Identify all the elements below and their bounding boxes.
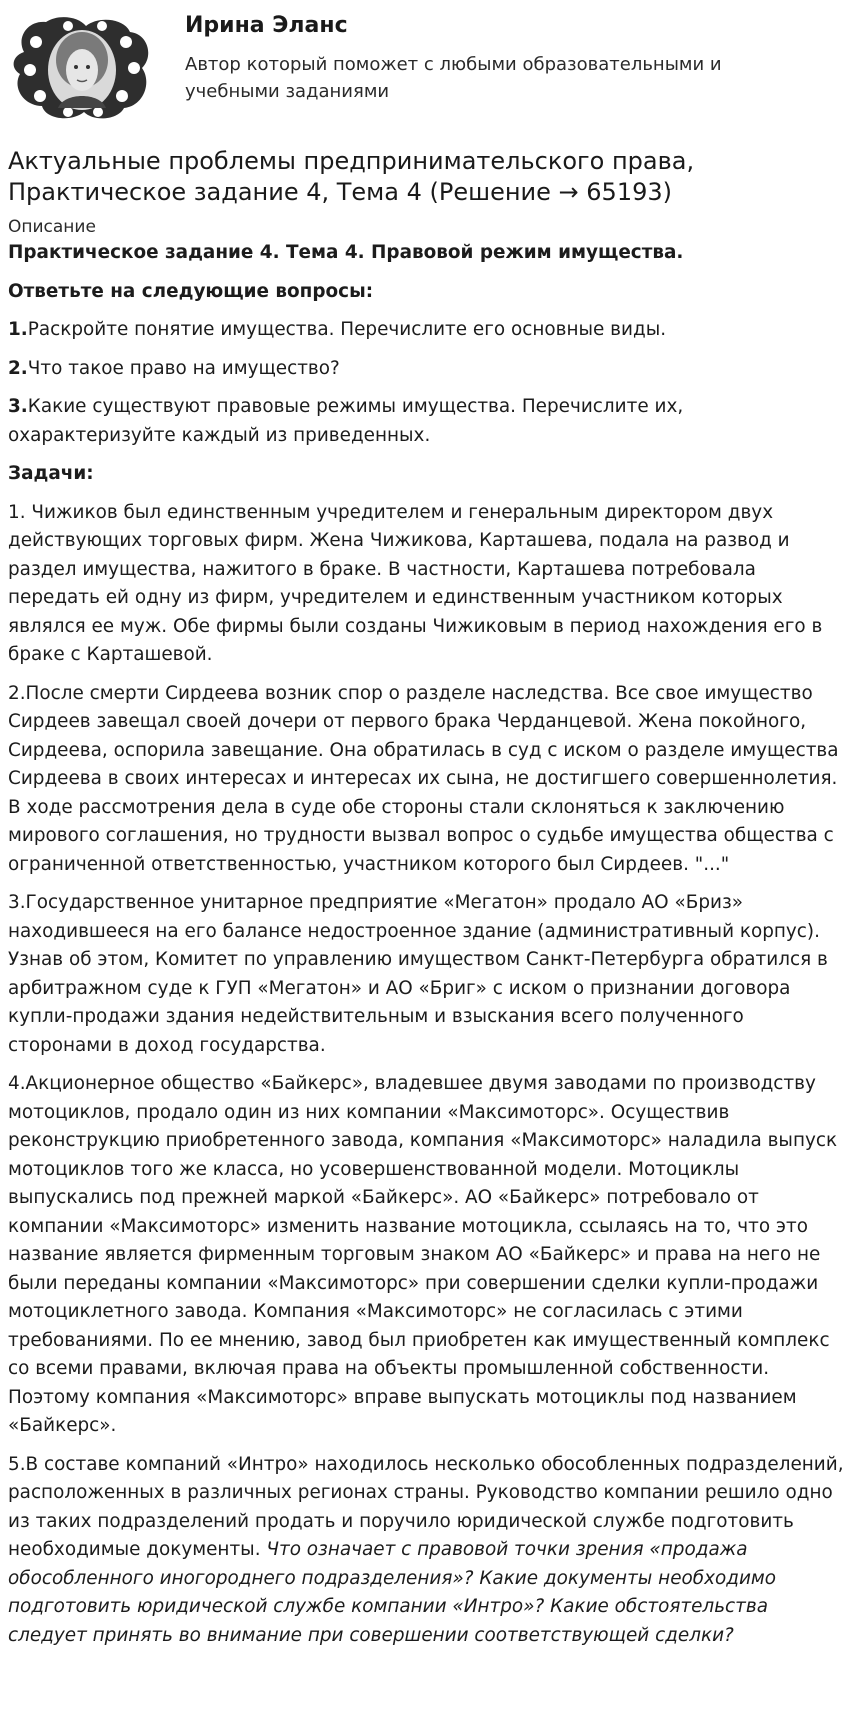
question-number: 1. [8,319,28,340]
task-content [8,146,844,1660]
page-title: Актуальные проблемы предпринимательского права, Практическое задание 4, Тема 4 (Решение → 65193) [8,147,695,206]
problem-item: 1. Чижиков был единственным учредителем и генеральным директором двух действующих торговых фирм. Жена Чижикова, Карташева, подала на развод и раздел имущества, нажитого в браке. В частности, Карташева потребовала передать ей одну из фирм, учредителем и единственным участником которых являлся ее муж. Обе фирмы были созданы Чижиковым в период нахождения его в браке с Карташевой. [8,501,823,665]
problem-item: 3.Государственное унитарное предприятие «Мегатон» продало АО «Бриз» находившееся на его балансе недостроенное здание (административный корпус). Узнав об этом, Комитет по управлению имуществом Санкт-Петербурга обратился в арбитражном суде к ГУП «Мегатон» и АО «Бриг» с иском о признании договора купли-продажи здания недействительным и взыскания всего полученного сторонами в доход государства. [8,892,828,1056]
problem-question-italic: Что означает с правовой точки зрения «продажа обособленного иногороднего подразделения»? Какие документы необходимо подготовить юридической службе компании «Интро»? Какие обстоятельства следует принять во внимание при совершении соответствующей сделки? [8,1539,777,1646]
question-item [8,355,844,384]
author-card [0,0,847,130]
problem-item [8,1451,844,1651]
question-text: Что такое право на имущество? [27,357,340,379]
author-avatar[interactable] [6,12,156,124]
question-item [8,393,844,450]
problem-text: 5.В составе компаний «Интро» находилось несколько обособленных подразделений, расположенных в различных регионах страны. Руководство компании решило одно из таких подразделений продать и поручило юридической службе подготовить необходимые документы. [8,1453,844,1560]
question-text: Какие существуют правовые режимы имущества. Перечислите их, охарактеризуйте каждый из приведенных. [8,396,684,446]
description-label: Описание [8,217,96,237]
question-text: Раскройте понятие имущества. Перечислите его основные виды. [27,319,667,340]
question-item [8,316,844,345]
problem-item: 4.Акционерное общество «Байкерс», владевшее двумя заводами по производству мотоциклов, продало один из них компании «Максимоторс». Осуществив реконструкцию приобретенного завода, компания «Максимоторс» наладила выпуск мотоциклов того же класса, но усовершенствованной модели. Мотоциклы выпускались под прежней маркой «Байкерс». АО «Байкерс» потребовало от компании «Максимоторс» изменить название мотоцикла, ссылаясь на то, что это название является фирменным торговым знаком АО «Байкерс» и права на него не были переданы компании «Максимоторс» при совершении сделки купли-продажи мотоциклетного завода. Компания «Максимоторс» не согласилась с этими требованиями. По ее мнению, завод был приобретен как имущественный комплекс со всеми правами, включая права на объекты промышленной собственности. Поэтому компания «Максимоторс» вправе выпускать мотоциклы под названием «Байкерс». [8,1073,838,1436]
task-heading: Практическое задание 4. Тема 4. Правовой режим имущества. [8,242,684,263]
author-name[interactable]: Ирина Эланс [185,13,348,38]
questions-heading: Ответьте на следующие вопросы: [8,280,374,302]
author-description: Автор который поможет с любыми образовательными и учебными заданиями [185,54,722,102]
question-number: 3. [8,396,28,417]
question-number: 2. [8,357,28,379]
problem-item: 2.После смерти Сирдеева возник спор о разделе наследства. Все свое имущество Сирдеев завещал своей дочери от первого брака Черданцевой. Жена покойного, Сирдеева, оспорила завещание. Она обратилась в суд с иском о разделе имущества Сирдеева в своих интересах и интересах их сына, не достигшего совершеннолетия. В ходе рассмотрения дела в суде обе стороны стали склоняться к заключению мирового соглашения, но трудности вызвал вопрос о судьбе имущества общества с ограниченной ответственностью, участником которого был Сирдеев. "..." [8,682,839,875]
problems-heading: Задачи: [8,463,94,484]
